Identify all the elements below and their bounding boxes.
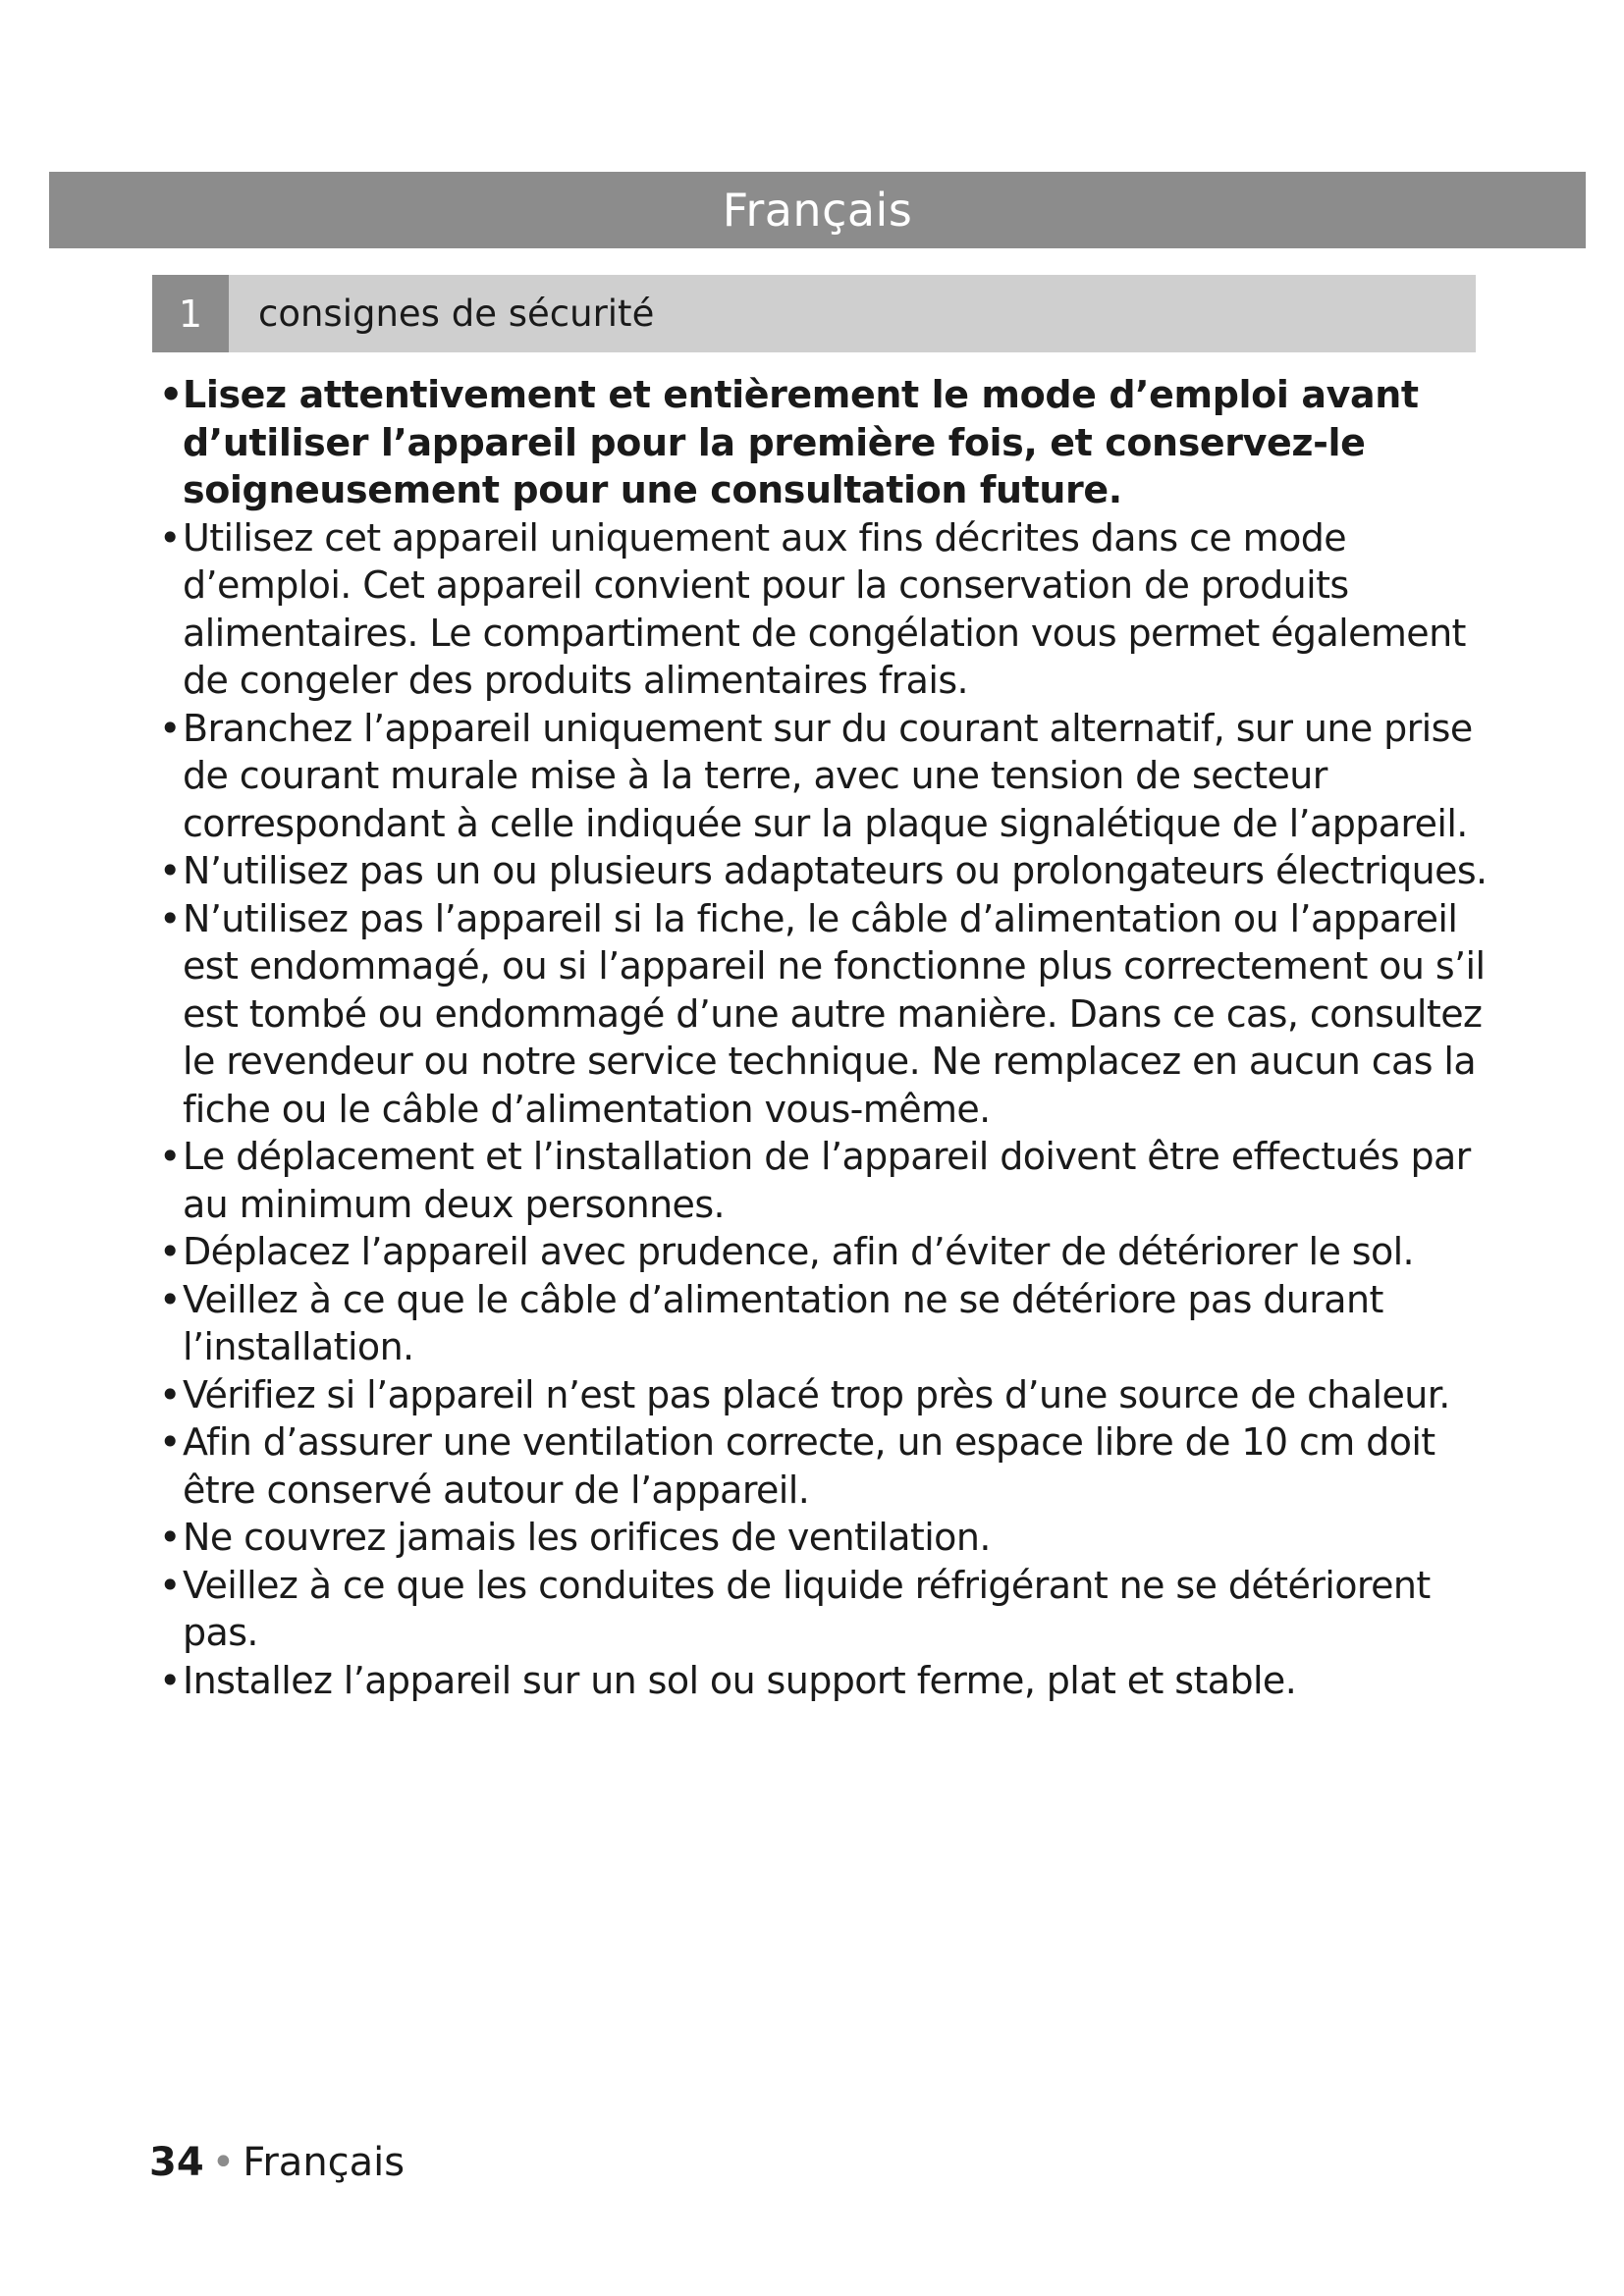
bullet-icon: • [159, 1563, 181, 1607]
section-number: 1 [152, 275, 229, 352]
bullet-icon: • [159, 1135, 181, 1178]
list-item [157, 1133, 1492, 1228]
bullet-icon: • [159, 1658, 181, 1702]
page-footer [149, 2140, 405, 2185]
list-item-text: Vérifiez si l’appareil n’est pas placé trop près d’une source de chaleur. [183, 1372, 1450, 1416]
page-number: 34 [149, 2140, 204, 2185]
bullet-icon: • [159, 1277, 181, 1321]
list-item-text: N’utilisez pas l’appareil si la fiche, le câble d’alimentation ou l’appareil est endommagé, ou si l’appareil ne fonctionne plus correctement ou s’il est tombé ou endommagé d’une autre manière. Dans ce cas, consultez le revendeur ou notre service technique. Ne remplacez en aucun cas la fiche ou le câble d’alimentation vous-même. [183, 896, 1486, 1131]
bullet-icon: • [159, 1516, 181, 1559]
list-item [157, 514, 1492, 705]
list-item [157, 1562, 1492, 1657]
bullet-icon: • [159, 1230, 181, 1273]
bullet-icon: • [159, 515, 181, 560]
list-item-text: Déplacez l’appareil avec prudence, afin d’éviter de détériorer le sol. [183, 1230, 1415, 1273]
list-item-text: Branchez l’appareil uniquement sur du courant alternatif, sur une prise de courant murale mise à la terre, avec une tension de secteur correspondant à celle indiquée sur la plaque signalétique de l’appareil. [183, 706, 1473, 845]
bullet-icon: • [159, 849, 181, 892]
bullet-icon: • [159, 1372, 181, 1416]
list-item-text: Veillez à ce que le câble d’alimentation ne se détériore pas durant l’installation. [183, 1277, 1383, 1368]
language-header-title: Français [722, 184, 913, 237]
section-title: consignes de sécurité [258, 293, 655, 335]
list-item [157, 895, 1492, 1134]
section-header-bar [152, 275, 1476, 352]
bullet-icon: • [159, 373, 183, 416]
list-item [157, 1418, 1492, 1514]
list-item [157, 1276, 1492, 1371]
bullet-icon: • [159, 1420, 181, 1464]
list-item [157, 1371, 1492, 1419]
footer-language: Français [243, 2140, 406, 2185]
list-item [157, 705, 1492, 848]
safety-instructions [157, 371, 1492, 1704]
list-item [157, 1657, 1492, 1705]
list-item [157, 1228, 1492, 1276]
list-item-text: Le déplacement et l’installation de l’appareil doivent être effectués par au minimum deux personnes. [183, 1135, 1471, 1226]
language-header-bar [49, 172, 1586, 248]
footer-separator: • [211, 2140, 236, 2185]
list-item-text: N’utilisez pas un ou plusieurs adaptateurs ou prolongateurs électriques. [183, 849, 1488, 892]
list-item-text: Afin d’assurer une ventilation correcte, un espace libre de 10 cm doit être conservé autour de l’appareil. [183, 1420, 1435, 1512]
bullet-icon: • [159, 706, 181, 750]
list-item [157, 847, 1492, 895]
list-item [157, 371, 1492, 514]
list-item-text: Lisez attentivement et entièrement le mode d’emploi avant d’utiliser l’appareil pour la première fois, et conservez-le soigneusement pour une consultation future. [183, 373, 1419, 511]
list-item [157, 1514, 1492, 1562]
list-item-text: Veillez à ce que les conduites de liquide réfrigérant ne se détériorent pas. [183, 1563, 1431, 1654]
safety-list [157, 371, 1492, 1704]
list-item-text: Utilisez cet appareil uniquement aux fins décrites dans ce mode d’emploi. Cet appareil convient pour la conservation de produits alimentaires. Le compartiment de congélation vous permet également de congeler des produits alimentaires frais. [183, 515, 1466, 702]
list-item-text: Ne couvrez jamais les orifices de ventilation. [183, 1516, 991, 1559]
list-item-text: Installez l’appareil sur un sol ou support ferme, plat et stable. [183, 1658, 1297, 1702]
bullet-icon: • [159, 896, 181, 940]
